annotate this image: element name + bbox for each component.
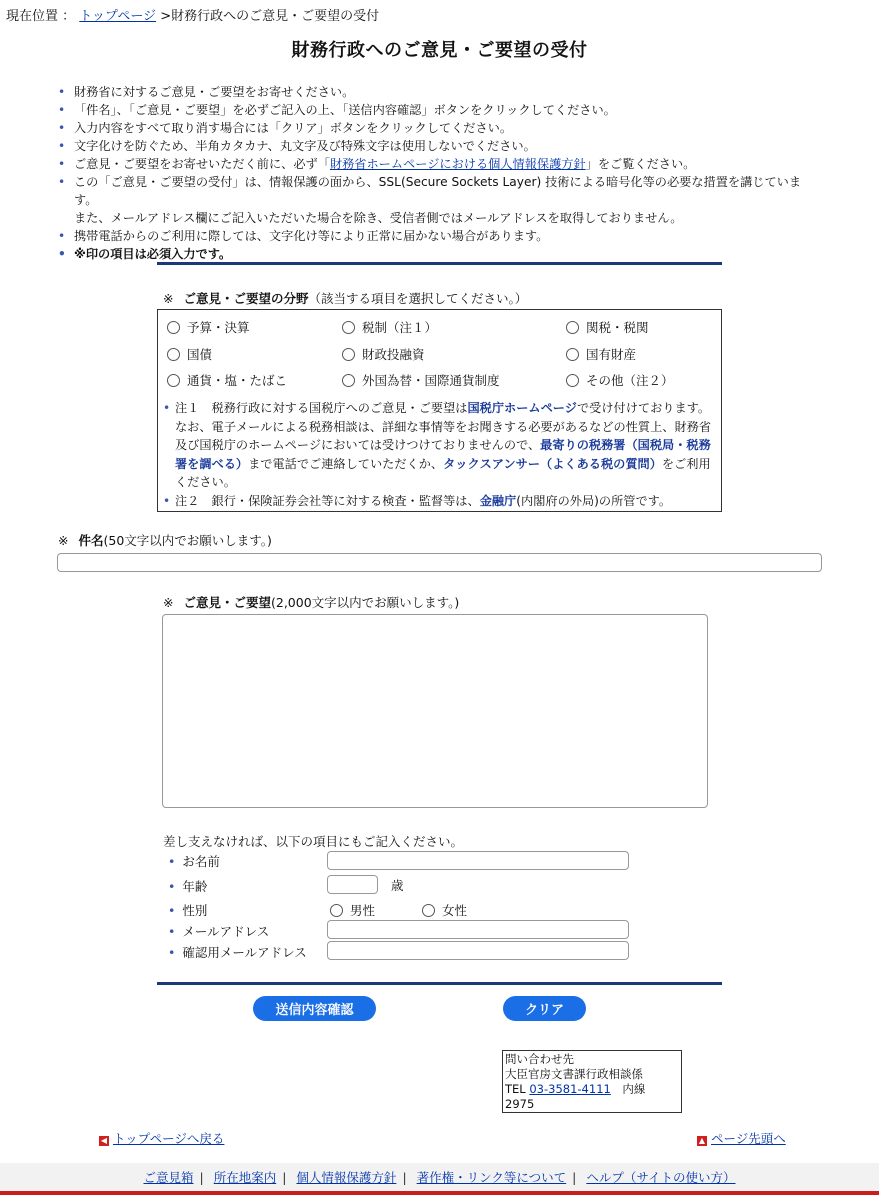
- intro-required-note: • ※印の項目は必須入力です。: [58, 245, 818, 263]
- gender-female-option[interactable]: 女性: [422, 901, 467, 919]
- category-option[interactable]: 予算・決算: [167, 318, 250, 336]
- opinion-textarea[interactable]: [162, 614, 708, 808]
- age-input[interactable]: [327, 875, 378, 894]
- breadcrumb: [6, 5, 379, 24]
- page-top-link[interactable]: ページ先頭へ: [711, 1131, 786, 1146]
- breadcrumb-prefix: 現在位置 ：: [6, 9, 76, 24]
- breadcrumb-top-link[interactable]: トップページ: [79, 9, 157, 24]
- intro-item: • 財務省に対するご意見・ご要望をお寄せください。: [58, 83, 818, 101]
- intro-item: • 「件名」、「ご意見・ご要望」を必ずご記入の上、「送信内容確認」ボタンをクリックしてください。: [58, 101, 818, 119]
- footer-link-location[interactable]: 所在地案内: [213, 1170, 277, 1185]
- category-option[interactable]: 国有財産: [566, 345, 636, 363]
- category-heading: [163, 289, 527, 307]
- radio-button[interactable]: [566, 348, 579, 361]
- radio-button[interactable]: [167, 321, 180, 334]
- gender-male-option[interactable]: 男性: [330, 901, 375, 919]
- opinion-label: ※ ご意見・ご要望(2,000文字以内でお願いします。): [163, 595, 460, 610]
- intro-list: [58, 83, 818, 263]
- category-option[interactable]: 国債: [167, 345, 212, 363]
- footer-link-privacy[interactable]: 個人情報保護方針: [296, 1170, 397, 1185]
- radio-button[interactable]: [422, 904, 435, 917]
- gender-label: • 性別: [168, 901, 207, 919]
- category-box: [157, 309, 722, 512]
- category-label: ご意見・ご要望の分野: [183, 291, 309, 306]
- category-notes: [163, 399, 715, 510]
- category-option[interactable]: 外国為替・国際通貨制度: [342, 371, 500, 389]
- intro-item: • 入力内容をすべて取り消す場合には「クリア」ボタンをクリックしてください。: [58, 119, 818, 137]
- name-label: • お名前: [168, 852, 220, 870]
- intro-item: • 文字化けを防ぐため、半角カタカナ、丸文字及び特殊文字は使用しないでください。: [58, 137, 818, 155]
- radio-button[interactable]: [342, 374, 355, 387]
- category-option[interactable]: 税制（注１）: [342, 318, 437, 336]
- footer-link-copyright[interactable]: 著作権・リンク等について: [416, 1170, 567, 1185]
- radio-button[interactable]: [566, 374, 579, 387]
- page-title: 財務行政へのご意見・ご要望の受付: [291, 40, 588, 61]
- arrow-up-icon: ▲: [698, 1136, 706, 1145]
- divider-rule: [157, 982, 722, 985]
- tel-link[interactable]: 03-3581-4111: [529, 1082, 611, 1096]
- page-top[interactable]: [697, 1129, 786, 1147]
- subject-label: ※ 件名(50文字以内でお願いします。): [58, 533, 272, 548]
- email-input[interactable]: [327, 920, 629, 939]
- category-hint: （該当する項目を選択してください。）: [308, 291, 528, 306]
- email-confirm-input[interactable]: [327, 941, 629, 960]
- footer-accent-line: [0, 1191, 879, 1195]
- contact-tel: TEL 03-3581-4111 内線: [505, 1082, 646, 1096]
- tax-answer-link[interactable]: タックスアンサー（よくある税の質問）: [443, 456, 662, 471]
- name-input[interactable]: [327, 851, 629, 870]
- intro-item: • 携帯電話からのご利用に際しては、文字化け等により正常に届かない場合があります。: [58, 227, 818, 245]
- radio-button[interactable]: [342, 348, 355, 361]
- privacy-policy-link[interactable]: 財務省ホームページにおける個人情報保護方針: [329, 157, 586, 171]
- note-2: • 注２ 銀行・保険証券会社等に対する検査・監督等は、金融庁(内閣府の外局)の所管です。: [163, 492, 715, 511]
- contact-box: [502, 1050, 682, 1113]
- confirm-button[interactable]: 送信内容確認: [253, 996, 376, 1021]
- back-to-top-page[interactable]: [99, 1129, 224, 1147]
- intro-item: • ご意見・ご要望をお寄せいただく前に、必ず「財務省ホームページにおける個人情報保護方針」をご覧ください。: [58, 155, 818, 173]
- radio-button[interactable]: [566, 321, 579, 334]
- fsa-link[interactable]: 金融庁: [479, 493, 517, 508]
- contact-department: 大臣官房文書課行政相談係: [505, 1067, 643, 1081]
- category-option[interactable]: 財政投融資: [342, 345, 425, 363]
- contact-ext: 2975: [505, 1097, 535, 1111]
- email-label: • メールアドレス: [168, 922, 269, 940]
- required-mark: ※: [58, 533, 69, 548]
- footer-link-opinion-box[interactable]: ご意見箱: [143, 1170, 194, 1185]
- intro-item: • この「ご意見・ご要望の受付」は、情報保護の面から、SSL(Secure Sockets Layer) 技術による暗号化等の必要な措置を講じています。: [58, 173, 818, 209]
- radio-button[interactable]: [167, 348, 180, 361]
- radio-button[interactable]: [167, 374, 180, 387]
- email-confirm-label: • 確認用メールアドレス: [168, 943, 307, 961]
- subject-input[interactable]: [57, 553, 822, 572]
- nearest-tax-office-link[interactable]: 最寄りの税務署（国税局・税務署を調べる）: [175, 438, 711, 471]
- category-option[interactable]: 関税・税関: [566, 318, 649, 336]
- back-to-top-page-link[interactable]: トップページへ戻る: [113, 1131, 225, 1146]
- required-mark: ※: [163, 595, 174, 610]
- divider-rule: [157, 262, 722, 265]
- note-1: • 注１ 税務行政に対する国税庁へのご意見・ご要望は国税庁ホームページで受け付けております。なお、電子メールによる税務相談は、詳細な事情等をお聞きする必要があるなどの性質上、財務省及び国税庁のホームページにおいては受けつけておりませんので、最寄りの税務署（国税局・税務署を調べる）まで電話でご連絡していただくか、タックスアンサー（よくある税の質問）をご利用ください。: [163, 399, 715, 492]
- optional-lead: 差し支えなければ、以下の項目にもご記入ください。: [163, 834, 464, 849]
- radio-button[interactable]: [330, 904, 343, 917]
- arrow-left-icon: ◀: [100, 1136, 108, 1145]
- contact-heading: 問い合わせ先: [505, 1052, 574, 1066]
- footer-links: ご意見箱 | 所在地案内 | 個人情報保護方針 | 著作権・リンク等について | ヘルプ（サイトの使い方）: [143, 1170, 736, 1185]
- footer-link-help[interactable]: ヘルプ（サイトの使い方）: [586, 1170, 736, 1185]
- nta-homepage-link[interactable]: 国税庁ホームページ: [467, 401, 577, 415]
- breadcrumb-current: >財務行政へのご意見・ご要望の受付: [160, 9, 380, 24]
- radio-button[interactable]: [342, 321, 355, 334]
- age-unit: 歳: [391, 878, 404, 893]
- clear-button[interactable]: クリア: [503, 996, 586, 1021]
- age-label: • 年齢: [168, 877, 207, 895]
- category-option[interactable]: その他（注２）: [566, 371, 674, 389]
- intro-item-continued: また、メールアドレス欄にご記入いただいた場合を除き、受信者側ではメールアドレスを取得しておりません。: [74, 211, 683, 225]
- required-mark: ※: [163, 291, 174, 306]
- category-option[interactable]: 通貨・塩・たばこ: [167, 371, 287, 389]
